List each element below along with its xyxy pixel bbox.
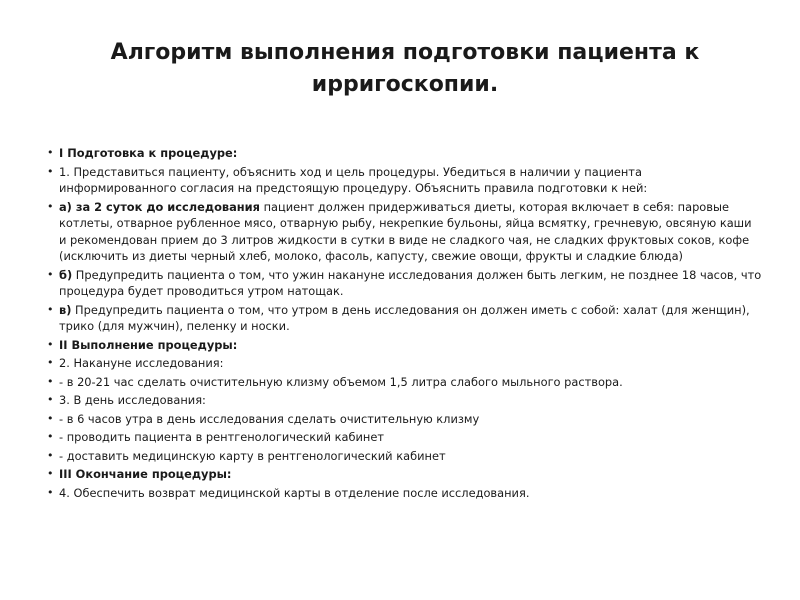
item-text: 1. Представиться пациенту, объяснить ход и цель процедуры. Убедиться в наличии у пациента информированного согласия на предстоящую процедуру. Объяснить правила подготовки к ней: [59, 164, 648, 195]
bullet-marker: • [47, 393, 54, 406]
bullet-marker: • [47, 448, 54, 462]
list-item [47, 411, 762, 428]
item-text: Предупредить пациента о том, что утром в день исследования он должен иметь с собой: халат (для женщин), трико (для мужчин), пеленку и носки. [59, 302, 750, 333]
item-bold-text: в) [59, 302, 72, 317]
bullet-marker: • [47, 430, 54, 443]
bullet-marker: • [47, 356, 54, 369]
bullet-marker: • [47, 485, 54, 499]
list-item [47, 355, 762, 372]
bullet-marker: • [47, 164, 54, 178]
list-item [47, 199, 762, 265]
item-text: 2. Накануне исследования: [59, 356, 224, 370]
bullet-marker: • [47, 302, 54, 316]
bullet-marker: • [47, 267, 54, 281]
item-text: - проводить пациента в рентгенологический кабинет [59, 430, 384, 444]
list-item [47, 267, 762, 300]
bullet-marker: • [47, 146, 54, 159]
list-item [47, 337, 762, 354]
item-bold-text: III Окончание процедуры: [59, 467, 232, 481]
item-bold-text: II Выполнение процедуры: [59, 337, 238, 352]
list-item [47, 466, 762, 483]
bullet-marker: • [47, 337, 54, 351]
bullet-list [47, 145, 762, 503]
item-text: Предупредить пациента о том, что ужин накануне исследования должен быть легким, не позднее 18 часов, что процедура будет проводиться утром натощак. [59, 267, 762, 298]
item-text: пациент должен придерживаться диеты, которая включает в себя: паровые котлеты, отварное рубленное мясо, отварную рыбу, некрепкие бульоны, яйца всмятку, гречневую, овсяную каши и рекомендован прием до 3 литров жидкости в сутки в виде не сладкого чая, не сладких фруктовых соков, кофе (исключить из диеты черный хлеб, молоко, фасоль, капусту, свежие овощи, фрукты и сладкие блюда) [59, 199, 752, 263]
item-text: - в 20-21 час сделать очистительную клизму объемом 1,5 литра слабого мыльного раствора. [59, 374, 623, 389]
bullet-marker: • [47, 374, 54, 388]
list-item [47, 392, 762, 409]
item-bold-text: I Подготовка к процедуре: [59, 146, 238, 160]
list-item [47, 145, 762, 162]
list-item [47, 485, 762, 502]
list-item [47, 164, 762, 197]
item-bold-text: б) [59, 267, 73, 282]
bullet-marker: • [47, 411, 54, 425]
bullet-marker: • [47, 199, 54, 213]
list-item [47, 374, 762, 391]
item-bold-text: а) за 2 суток до исследования [59, 199, 260, 214]
item-text: - в 6 часов утра в день исследования сделать очистительную клизму [59, 411, 480, 426]
bullet-marker: • [47, 467, 54, 480]
list-item [47, 302, 762, 335]
slide-title: Алгоритм выполнения подготовки пациента к ирригоскопии. [110, 40, 700, 97]
item-text: 3. В день исследования: [59, 393, 206, 407]
list-item [47, 448, 762, 465]
list-item [47, 429, 762, 446]
item-text: - доставить медицинскую карту в рентгенологический кабинет [59, 448, 446, 463]
item-text: 4. Обеспечить возврат медицинской карты в отделение после исследования. [59, 485, 530, 500]
